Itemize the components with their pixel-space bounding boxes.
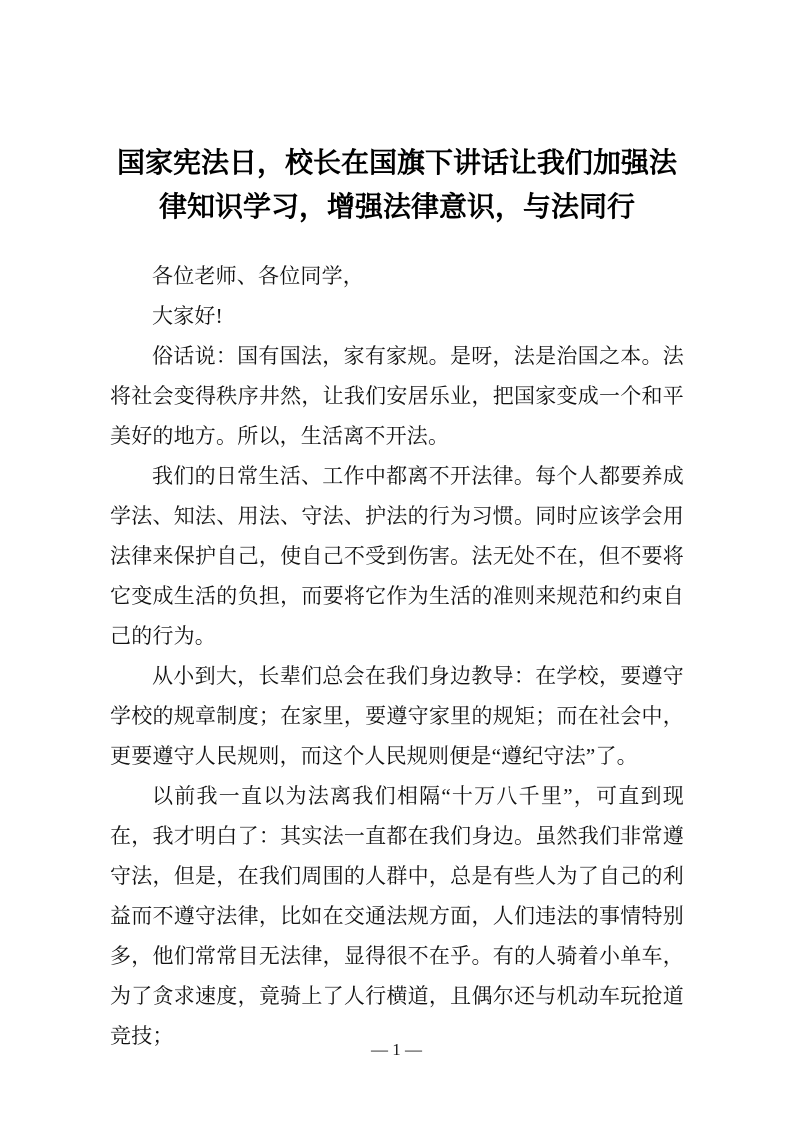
page-number-footer: — 1 — — [371, 1040, 422, 1059]
document-body — [110, 256, 684, 1056]
paragraph-greeting: 大家好! — [152, 304, 223, 328]
paragraph-body-3: 从小到大，长辈们总会在我们身边教导：在学校，要遵守学校的规章制度；在家里，要遵守家里的规矩；而在社会中，更要遵守人民规则，而这个人民规则便是“遵纪守法”了。 — [110, 664, 684, 768]
page-content — [110, 0, 684, 1056]
paragraph-body-1: 俗话说：国有国法，家有家规。是呀，法是治国之本。法将社会变得秩序井然，让我们安居乐业，把国家变成一个和平美好的地方。所以，生活离不开法。 — [110, 344, 684, 448]
paragraph-body-4: 以前我一直以为法离我们相隔“十万八千里”，可直到现在，我才明白了：其实法一直都在我们身边。虽然我们非常遵守法，但是，在我们周围的人群中，总是有些人为了自己的利益而不遵守法律，比如在交通法规方面，人们违法的事情特别多，他们常常目无法律，显得很不在乎。有的人骑着小单车，为了贪求速度，竟骑上了人行横道，且偶尔还与机动车玩抢道竞技； — [110, 784, 684, 1048]
page-title: 国家宪法日，校长在国旗下讲话让我们加强法律知识学习，增强法律意识，与法同行 — [116, 148, 677, 223]
paragraph-salutation: 各位老师、各位同学， — [152, 264, 364, 288]
paragraph-body-2: 我们的日常生活、工作中都离不开法律。每个人都要养成学法、知法、用法、守法、护法的行为习惯。同时应该学会用法律来保护自己，使自己不受到伤害。法无处不在，但不要将它变成生活的负担，而要将它作为生活的准则来规范和约束自己的行为。 — [110, 464, 684, 648]
